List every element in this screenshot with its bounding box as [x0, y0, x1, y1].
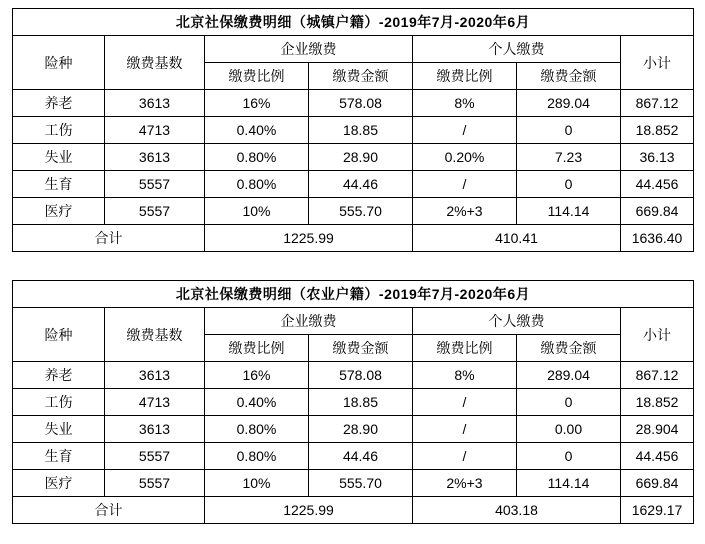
cell-enterprise-amount: 44.46 — [309, 443, 413, 470]
cell-personal-ratio: 2%+3 — [413, 198, 517, 225]
table-row — [13, 117, 694, 144]
total-enterprise: 1225.99 — [205, 497, 413, 524]
table-row — [13, 171, 694, 198]
cell-base: 5557 — [105, 470, 205, 497]
table-row — [13, 389, 694, 416]
table-title: 北京社保缴费明细（城镇户籍）-2019年7月-2020年6月 — [13, 9, 694, 36]
total-subtotal: 1636.40 — [621, 225, 694, 252]
cell-category: 失业 — [13, 144, 105, 171]
table-title-row — [13, 9, 694, 36]
cell-enterprise-amount: 44.46 — [309, 171, 413, 198]
cell-enterprise-ratio: 0.40% — [205, 117, 309, 144]
cell-personal-amount: 0 — [517, 389, 621, 416]
total-label: 合计 — [13, 225, 205, 252]
cell-category: 失业 — [13, 416, 105, 443]
cell-personal-amount: 289.04 — [517, 90, 621, 117]
cell-subtotal: 867.12 — [621, 362, 694, 389]
cell-enterprise-amount: 28.90 — [309, 144, 413, 171]
header-personal-amount: 缴费金额 — [517, 335, 621, 362]
cell-personal-amount: 0 — [517, 117, 621, 144]
total-enterprise: 1225.99 — [205, 225, 413, 252]
header-enterprise-amount: 缴费金额 — [309, 63, 413, 90]
cell-personal-ratio: 8% — [413, 362, 517, 389]
cell-base: 3613 — [105, 90, 205, 117]
cell-enterprise-ratio: 10% — [205, 198, 309, 225]
table-row — [13, 144, 694, 171]
header-personal: 个人缴费 — [413, 36, 621, 63]
table-row — [13, 90, 694, 117]
total-personal: 403.18 — [413, 497, 621, 524]
cell-subtotal: 44.456 — [621, 171, 694, 198]
cell-enterprise-ratio: 16% — [205, 90, 309, 117]
cell-personal-ratio: / — [413, 443, 517, 470]
social-insurance-table-rural — [12, 280, 694, 524]
cell-base: 4713 — [105, 117, 205, 144]
cell-subtotal: 44.456 — [621, 443, 694, 470]
header-personal-ratio: 缴费比例 — [413, 63, 517, 90]
table-block-rural — [12, 280, 693, 524]
cell-category: 工伤 — [13, 117, 105, 144]
cell-base: 3613 — [105, 416, 205, 443]
cell-subtotal: 18.852 — [621, 117, 694, 144]
cell-enterprise-ratio: 0.40% — [205, 389, 309, 416]
cell-base: 5557 — [105, 171, 205, 198]
header-personal-amount: 缴费金额 — [517, 63, 621, 90]
cell-enterprise-ratio: 0.80% — [205, 443, 309, 470]
cell-category: 生育 — [13, 171, 105, 198]
table-title-row — [13, 281, 694, 308]
cell-enterprise-ratio: 0.80% — [205, 171, 309, 198]
table-total-row — [13, 497, 694, 524]
table-row — [13, 198, 694, 225]
header-base: 缴费基数 — [105, 36, 205, 90]
cell-personal-amount: 0 — [517, 171, 621, 198]
cell-enterprise-ratio: 10% — [205, 470, 309, 497]
cell-category: 养老 — [13, 362, 105, 389]
cell-personal-ratio: / — [413, 416, 517, 443]
cell-enterprise-ratio: 0.80% — [205, 144, 309, 171]
header-base: 缴费基数 — [105, 308, 205, 362]
table-gap — [12, 252, 693, 280]
table-row — [13, 416, 694, 443]
cell-personal-ratio: / — [413, 389, 517, 416]
cell-personal-ratio: 2%+3 — [413, 470, 517, 497]
header-enterprise: 企业缴费 — [205, 308, 413, 335]
header-enterprise: 企业缴费 — [205, 36, 413, 63]
table-header-row-1 — [13, 308, 694, 335]
cell-personal-ratio: / — [413, 117, 517, 144]
cell-enterprise-ratio: 16% — [205, 362, 309, 389]
table-row — [13, 470, 694, 497]
cell-base: 3613 — [105, 144, 205, 171]
cell-subtotal: 28.904 — [621, 416, 694, 443]
cell-subtotal: 669.84 — [621, 198, 694, 225]
social-insurance-table-urban — [12, 8, 694, 252]
cell-enterprise-ratio: 0.80% — [205, 416, 309, 443]
cell-enterprise-amount: 18.85 — [309, 117, 413, 144]
cell-category: 医疗 — [13, 198, 105, 225]
cell-subtotal: 18.852 — [621, 389, 694, 416]
total-subtotal: 1629.17 — [621, 497, 694, 524]
table-row — [13, 443, 694, 470]
table-title: 北京社保缴费明细（农业户籍）-2019年7月-2020年6月 — [13, 281, 694, 308]
cell-category: 养老 — [13, 90, 105, 117]
total-label: 合计 — [13, 497, 205, 524]
header-subtotal: 小计 — [621, 36, 694, 90]
cell-enterprise-amount: 555.70 — [309, 470, 413, 497]
cell-personal-ratio: 8% — [413, 90, 517, 117]
cell-base: 4713 — [105, 389, 205, 416]
header-category: 险种 — [13, 36, 105, 90]
cell-category: 工伤 — [13, 389, 105, 416]
cell-base: 3613 — [105, 362, 205, 389]
header-enterprise-amount: 缴费金额 — [309, 335, 413, 362]
cell-base: 5557 — [105, 443, 205, 470]
total-personal: 410.41 — [413, 225, 621, 252]
header-subtotal: 小计 — [621, 308, 694, 362]
cell-subtotal: 867.12 — [621, 90, 694, 117]
cell-subtotal: 36.13 — [621, 144, 694, 171]
table-total-row — [13, 225, 694, 252]
cell-category: 生育 — [13, 443, 105, 470]
table-header-row-1 — [13, 36, 694, 63]
cell-personal-amount: 7.23 — [517, 144, 621, 171]
cell-personal-ratio: 0.20% — [413, 144, 517, 171]
header-personal-ratio: 缴费比例 — [413, 335, 517, 362]
header-personal: 个人缴费 — [413, 308, 621, 335]
cell-personal-amount: 289.04 — [517, 362, 621, 389]
cell-personal-amount: 114.14 — [517, 198, 621, 225]
cell-personal-amount: 0 — [517, 443, 621, 470]
header-category: 险种 — [13, 308, 105, 362]
header-enterprise-ratio: 缴费比例 — [205, 63, 309, 90]
header-enterprise-ratio: 缴费比例 — [205, 335, 309, 362]
cell-personal-amount: 0.00 — [517, 416, 621, 443]
cell-category: 医疗 — [13, 470, 105, 497]
cell-personal-ratio: / — [413, 171, 517, 198]
table-row — [13, 362, 694, 389]
cell-enterprise-amount: 555.70 — [309, 198, 413, 225]
cell-enterprise-amount: 28.90 — [309, 416, 413, 443]
table-block-urban — [12, 8, 693, 252]
cell-personal-amount: 114.14 — [517, 470, 621, 497]
cell-enterprise-amount: 18.85 — [309, 389, 413, 416]
cell-enterprise-amount: 578.08 — [309, 362, 413, 389]
cell-enterprise-amount: 578.08 — [309, 90, 413, 117]
cell-base: 5557 — [105, 198, 205, 225]
cell-subtotal: 669.84 — [621, 470, 694, 497]
